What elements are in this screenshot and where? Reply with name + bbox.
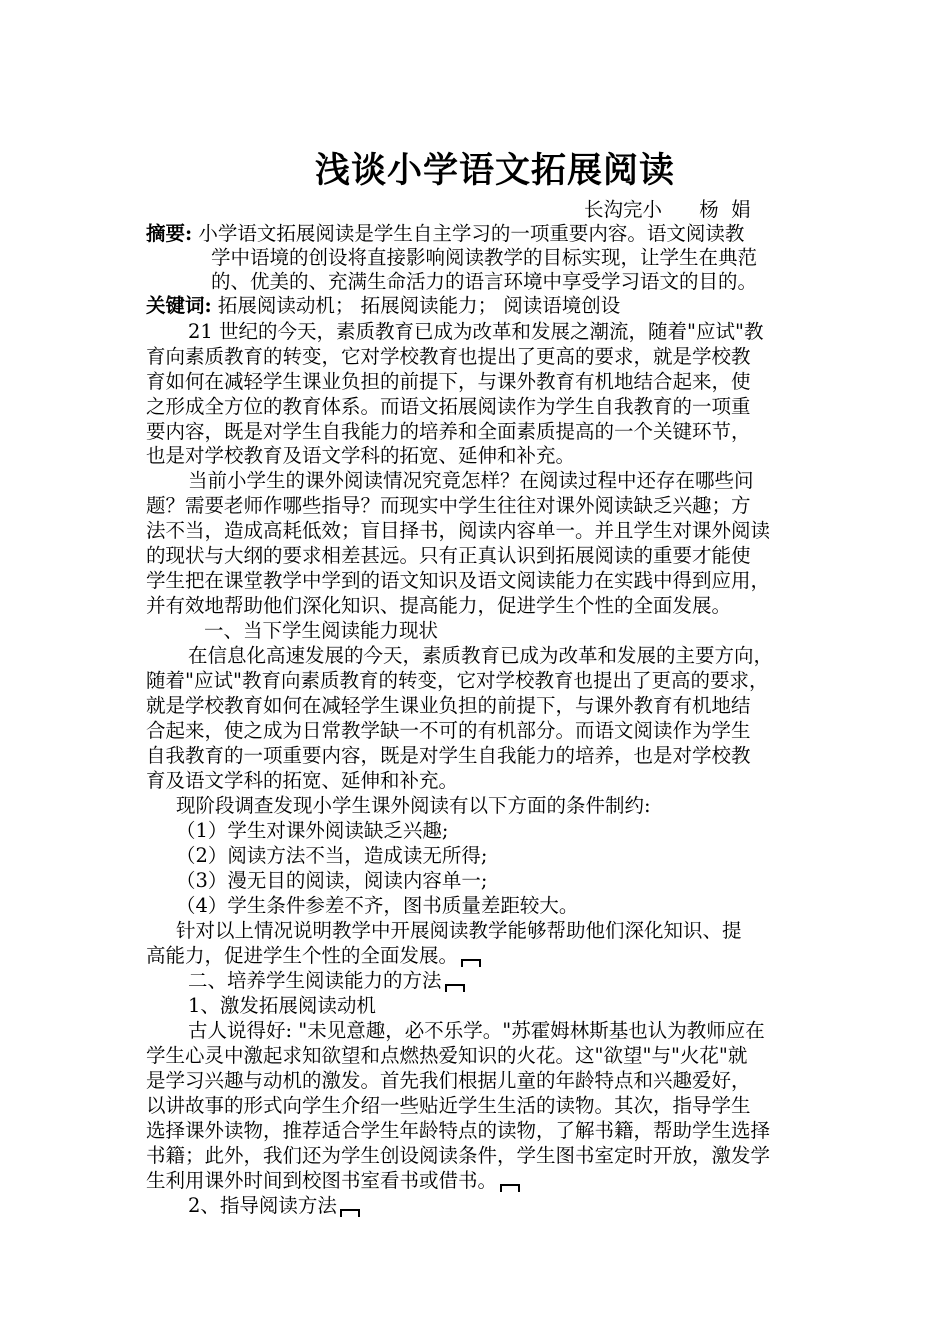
abstract-line-3: 的、优美的、充满生命活力的语言环境中享受学习语文的目的。	[211, 270, 758, 293]
document-title: 浅谈小学语文拓展阅读	[314, 151, 675, 191]
section-heading-1: 一、当下学生阅读能力现状	[204, 619, 439, 642]
paragraph-3-line: 在信息化高速发展的今天，素质教育已成为改革和发展的主要方向，	[188, 644, 774, 667]
paragraph-2-line: 题？需要老师作哪些指导？而现实中学生往往对课外阅读缺乏兴趣；方	[146, 494, 751, 517]
subheading-1: 1、激发拓展阅读动机	[188, 994, 376, 1017]
author-line: 长沟完小 杨 娟	[584, 198, 751, 221]
paragraph-3-line: 自我教育的一项重要内容，既是对学生自我能力的培养，也是对学校教	[146, 744, 751, 767]
paragraph-2-line: 并有效地帮助他们深化知识、提高能力，促进学生个性的全面发展。	[146, 594, 732, 617]
paragraph-4: 现阶段调查发现小学生课外阅读有以下方面的条件制约:	[176, 794, 651, 817]
paragraph-1-line: 21 世纪的今天，素质教育已成为改革和发展之潮流，随着"应试"教	[188, 320, 764, 343]
paragraph-5-text: 高能力，促进学生个性的全面发展。	[146, 944, 459, 967]
paragraph-2-line: 的现状与大纲的要求相差甚远。只有正真认识到拓展阅读的重要才能使	[146, 544, 751, 567]
paragraph-1-line: 要内容，既是对学生自我能力的培养和全面素质提高的一个关键环节，	[146, 420, 751, 443]
paragraph-3-line: 育及语文学科的拓宽、延伸和补充。	[146, 769, 459, 792]
abstract-line-1	[146, 222, 846, 246]
paragraph-3-line: 就是学校教育如何在减轻学生课业负担的前提下，与课外教育有机地结	[146, 694, 751, 717]
list-item: （2）阅读方法不当，造成读无所得;	[176, 844, 488, 867]
keywords-label: 关键词:	[146, 294, 212, 317]
paragraph-2-line: 学生把在课堂教学中学到的语文知识及语文阅读能力在实践中得到应用，	[146, 569, 771, 592]
subheading-2	[188, 1194, 888, 1218]
abstract-line-2: 学中语境的创设将直接影响阅读教学的目标实现，让学生在典范	[211, 246, 758, 269]
paragraph-5-line: 针对以上情况说明教学中开展阅读教学能够帮助他们深化知识、提	[176, 919, 742, 942]
list-item: （4）学生条件参差不齐，图书质量差距较大。	[176, 894, 579, 917]
abstract-text: 小学语文拓展阅读是学生自主学习的一项重要内容。语文阅读教	[198, 222, 745, 245]
paragraph-3-line: 合起来，使之成为日常教学缺一不可的有机部分。而语文阅读作为学生	[146, 719, 751, 742]
paragraph-1-line: 也是对学校教育及语文学科的拓宽、延伸和补充。	[146, 444, 576, 467]
paragraph-6-line: 古人说得好: "未见意趣，必不乐学。"苏霍姆林斯基也认为教师应在	[188, 1019, 765, 1042]
keywords-line	[146, 294, 846, 318]
paragraph-2-line: 当前小学生的课外阅读情况究竟怎样？在阅读过程中还存在哪些问	[188, 469, 754, 492]
paragraph-6-line-7	[146, 1169, 846, 1193]
paragraph-6-line: 选择课外读物，推荐适合学生年龄特点的读物，了解书籍，帮助学生选择	[146, 1119, 771, 1142]
paragraph-6-line: 以讲故事的形式向学生介绍一些贴近学生生活的读物。其次，指导学生	[146, 1094, 751, 1117]
paragraph-6-line: 学生心灵中激起求知欲望和点燃热爱知识的火花。这"欲望"与"火花"就	[146, 1044, 748, 1067]
list-item: （3）漫无目的阅读，阅读内容单一;	[176, 869, 488, 892]
paragraph-1-line: 之形成全方位的教育体系。而语文拓展阅读作为学生自我教育的一项重	[146, 395, 751, 418]
paragraph-end-mark-icon	[461, 959, 481, 967]
paragraph-3-line: 随着"应试"教育向素质教育的转变，它对学校教育也提出了更高的要求，	[146, 669, 769, 692]
paragraph-2-line: 法不当，造成高耗低效；盲目择书，阅读内容单一。并且学生对课外阅读	[146, 519, 771, 542]
keywords-text: 拓展阅读动机； 拓展阅读能力； 阅读语境创设	[217, 294, 621, 317]
paragraph-6-line: 是学习兴趣与动机的激发。首先我们根据儿童的年龄特点和兴趣爱好，	[146, 1069, 751, 1092]
paragraph-end-mark-icon	[340, 1209, 360, 1217]
subheading-2-text: 2、指导阅读方法	[188, 1194, 337, 1217]
list-item: （1）学生对课外阅读缺乏兴趣;	[176, 819, 449, 842]
paragraph-end-mark-icon	[500, 1184, 520, 1192]
paragraph-1-line: 育向素质教育的转变，它对学校教育也提出了更高的要求，就是学校教	[146, 345, 751, 368]
paragraph-end-mark-icon	[445, 984, 465, 992]
paragraph-1-line: 育如何在减轻学生课业负担的前提下，与课外教育有机地结合起来，使	[146, 370, 751, 393]
paragraph-6-text: 生利用课外时间到校图书室看书或借书。	[146, 1169, 498, 1192]
section-heading-2-text: 二、培养学生阅读能力的方法	[188, 969, 442, 992]
paragraph-5-line-2	[146, 944, 846, 968]
section-heading-2	[188, 969, 888, 993]
paragraph-6-line: 书籍；此外，我们还为学生创设阅读条件，学生图书室定时开放，激发学	[146, 1144, 771, 1167]
abstract-label: 摘要:	[146, 222, 193, 245]
